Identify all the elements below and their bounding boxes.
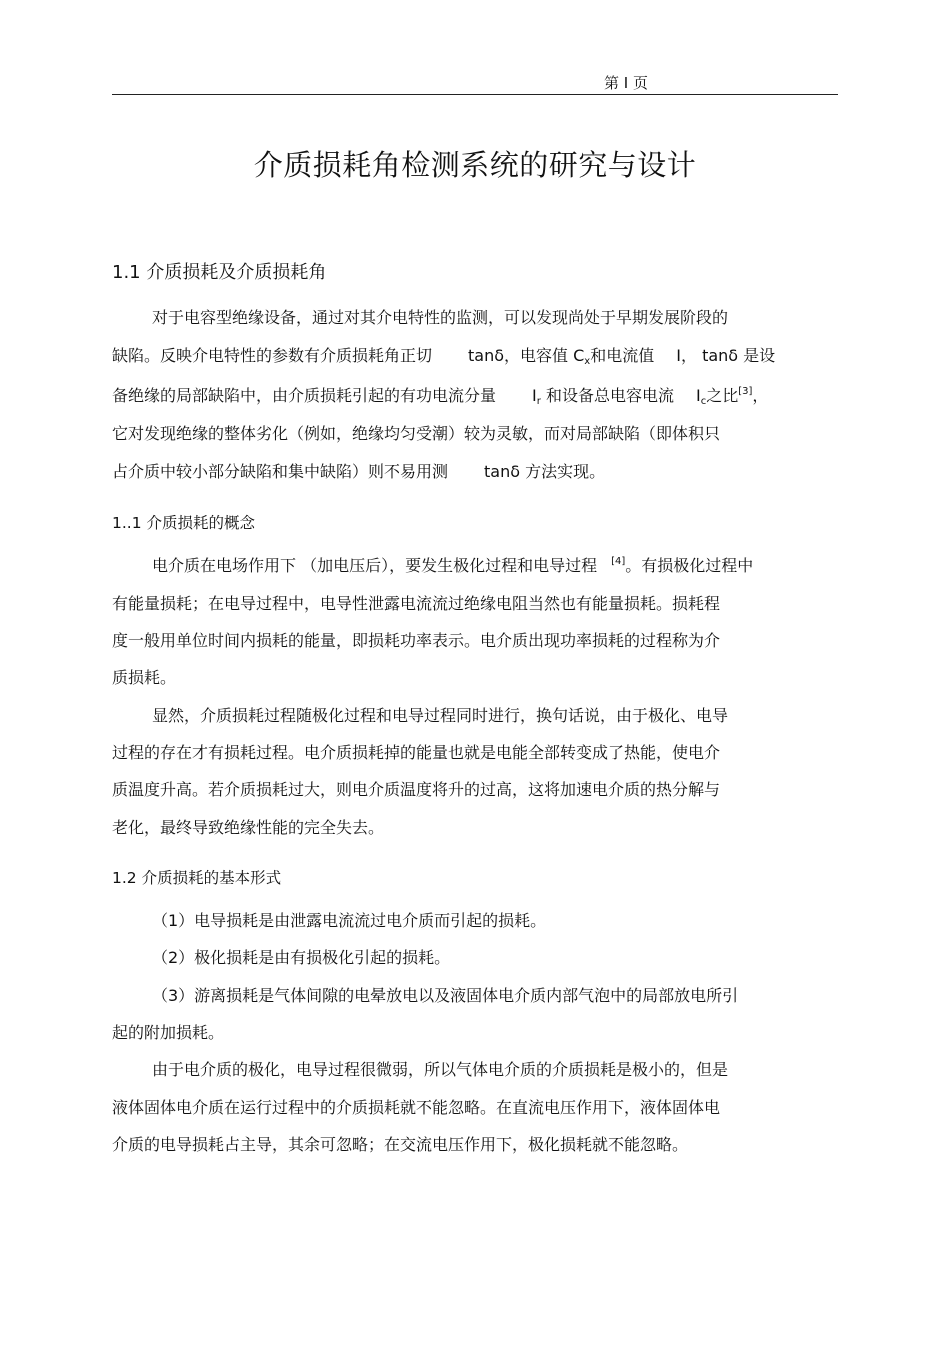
paragraph-line: 它对发现绝缘的整体劣化（例如，绝缘均匀受潮）较为灵敏，而对局部缺陷（即体积只 [112, 424, 721, 443]
section-heading-1-1-1: 1..1 介质损耗的概念 [112, 514, 256, 532]
section-heading-1-2: 1.2 介质损耗的基本形式 [112, 869, 282, 887]
paragraph-line: 过程的存在才有损耗过程。电介质损耗掉的能量也就是电能全部转变成了热能，使电介 [112, 743, 721, 762]
text-run: 缺陷。反映介电特性的参数有介质损耗角正切 [112, 346, 433, 365]
text-run: 和设备总电容电流 [545, 386, 674, 405]
reference-3: [3] [738, 386, 753, 397]
list-item: （2）极化损耗是由有损极化引起的损耗。 [152, 948, 451, 967]
page-number: 第 I 页 [604, 74, 648, 92]
paragraph-line [112, 346, 775, 366]
text-run: 。有损极化过程中 [625, 556, 754, 575]
text-run: tanδ 方法实现。 [484, 462, 606, 481]
paragraph-line: 显然，介质损耗过程随极化过程和电导过程同时进行，换句话说，由于极化、电导 [152, 706, 729, 725]
paragraph-line: 介质的电导损耗占主导，其余可忽略；在交流电压作用下，极化损耗就不能忽略。 [112, 1135, 689, 1154]
text-run: 备绝缘的局部缺陷中，由介质损耗引起的有功电流分量 [112, 386, 497, 405]
paragraph-line: 液体固体电介质在运行过程中的介质损耗就不能忽略。在直流电压作用下，液体固体电 [112, 1098, 721, 1117]
symbol-ic: $I_c$ [695, 386, 707, 407]
paragraph-line: 老化，最终导致绝缘性能的完全失去。 [112, 818, 385, 837]
symbol-ir: $I_r$ [532, 386, 541, 407]
paragraph-line [152, 556, 753, 576]
paragraph-line [112, 462, 605, 482]
symbol-cx: $C_x$ [573, 346, 591, 367]
list-item: （1）电导损耗是由泄露电流流过电介质而引起的损耗。 [152, 911, 547, 930]
paragraph-line [112, 386, 768, 406]
paragraph-line: 有能量损耗；在电导过程中，电导性泄露电流流过绝缘电阻当然也有能量损耗。损耗程 [112, 594, 721, 613]
list-item-continuation: 起的附加损耗。 [112, 1023, 225, 1042]
document-title: 介质损耗角检测系统的研究与设计 [253, 148, 697, 182]
paragraph-line: 度一般用单位时间内损耗的能量，即损耗功率表示。电介质出现功率损耗的过程称为介 [112, 631, 721, 650]
list-item: （3）游离损耗是气体间隙的电晕放电以及液固体电介质内部气泡中的局部放电所引 [152, 986, 739, 1005]
text-run: 电介质在电场作用下 （加电压后），要发生极化过程和电导过程 [152, 556, 598, 575]
text-run: 和电流值 [590, 346, 655, 365]
text-run: tanδ 是设 [702, 346, 776, 365]
text-run: 之比 [706, 386, 739, 405]
text-run: I， [676, 346, 697, 365]
section-heading-1-1: 1.1 介质损耗及介质损耗角 [112, 262, 327, 283]
paragraph-line: 由于电介质的极化，电导过程很微弱，所以气体电介质的介质损耗是极小的，但是 [152, 1060, 729, 1079]
text-run: ， [752, 386, 769, 405]
page-header [112, 72, 838, 95]
reference-4: [4] [611, 556, 626, 567]
text-run: 占介质中较小部分缺陷和集中缺陷）则不易用测 [112, 462, 449, 481]
text-run: tanδ，电容值 [468, 346, 569, 365]
paragraph-line: 质损耗。 [112, 668, 177, 687]
paragraph-line: 质温度升高。若介质损耗过大，则电介质温度将升的过高，这将加速电介质的热分解与 [112, 780, 721, 799]
paragraph-line: 对于电容型绝缘设备，通过对其介电特性的监测，可以发现尚处于早期发展阶段的 [152, 308, 729, 327]
